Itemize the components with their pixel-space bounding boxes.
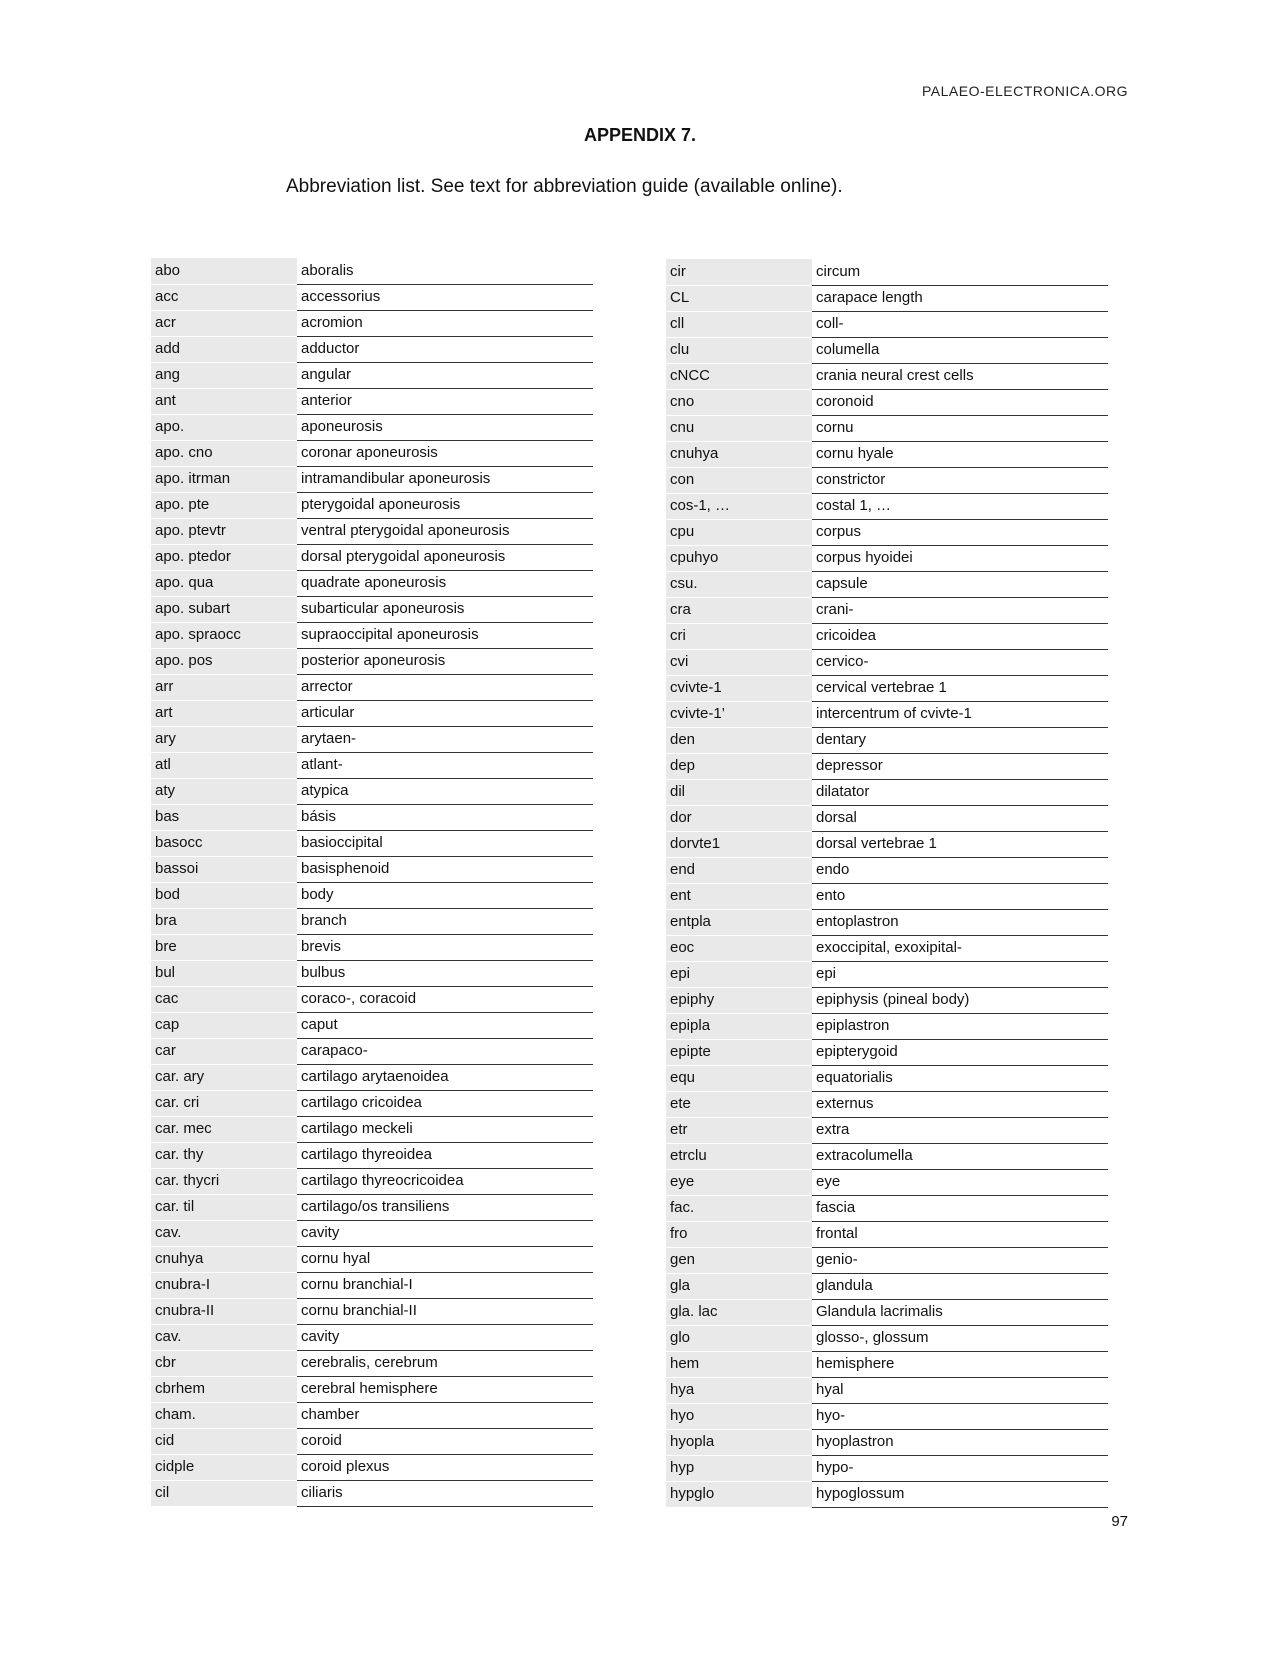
abbreviation-row [666, 1377, 1108, 1403]
abbreviation-row [666, 1247, 1108, 1273]
definition-cell: genio- [812, 1247, 1108, 1273]
abbreviation-row [151, 882, 593, 908]
definition-cell: hyoplastron [812, 1429, 1108, 1455]
abbreviation-cell: cir [666, 259, 812, 285]
definition-cell: cartilago/os transiliens [297, 1194, 593, 1220]
definition-cell: anterior [297, 388, 593, 414]
abbreviation-row [151, 492, 593, 518]
definition-cell: articular [297, 700, 593, 726]
abbreviation-cell: cav. [151, 1324, 297, 1350]
abbreviation-cell: ant [151, 388, 297, 414]
definition-cell: cricoidea [812, 623, 1108, 649]
definition-cell: coronar aponeurosis [297, 440, 593, 466]
abbreviation-cell: hyo [666, 1403, 812, 1429]
abbreviation-row [151, 1376, 593, 1402]
abbreviation-row [151, 336, 593, 362]
definition-cell: depressor [812, 753, 1108, 779]
definition-cell: carapace length [812, 285, 1108, 311]
abbreviation-cell: basocc [151, 830, 297, 856]
abbreviation-cell: hypglo [666, 1481, 812, 1507]
abbreviation-row [666, 519, 1108, 545]
definition-cell: cervico- [812, 649, 1108, 675]
abbreviation-cell: cbrhem [151, 1376, 297, 1402]
abbreviation-table-left-body [151, 258, 593, 1506]
abbreviation-row [151, 1350, 593, 1376]
abbreviation-table-right-body [666, 259, 1108, 1507]
definition-cell: equatorialis [812, 1065, 1108, 1091]
definition-cell: externus [812, 1091, 1108, 1117]
abbreviation-row [151, 1272, 593, 1298]
abbreviation-cell: dorvte1 [666, 831, 812, 857]
abbreviation-cell: apo. pte [151, 492, 297, 518]
definition-cell: cornu [812, 415, 1108, 441]
abbreviation-row [666, 753, 1108, 779]
abbreviation-cell: gla. lac [666, 1299, 812, 1325]
definition-cell: columella [812, 337, 1108, 363]
definition-cell: cartilago cricoidea [297, 1090, 593, 1116]
definition-cell: coraco-, coracoid [297, 986, 593, 1012]
definition-cell: hyo- [812, 1403, 1108, 1429]
abbreviation-row [666, 961, 1108, 987]
abbreviation-cell: etr [666, 1117, 812, 1143]
abbreviation-row [666, 779, 1108, 805]
journal-header: PALAEO-ELECTRONICA.ORG [921, 83, 1128, 99]
abbreviation-row [151, 388, 593, 414]
abbreviation-row [151, 1428, 593, 1454]
abbreviation-row [666, 857, 1108, 883]
abbreviation-row [151, 1116, 593, 1142]
abbreviation-row [666, 935, 1108, 961]
definition-cell: exoccipital, exoxipital- [812, 935, 1108, 961]
abbreviation-cell: bassoi [151, 856, 297, 882]
definition-cell: dentary [812, 727, 1108, 753]
abbreviation-row [151, 258, 593, 284]
abbreviation-row [151, 1168, 593, 1194]
definition-cell: body [297, 882, 593, 908]
definition-cell: epiphysis (pineal body) [812, 987, 1108, 1013]
definition-cell: hypoglossum [812, 1481, 1108, 1507]
definition-cell: carapaco- [297, 1038, 593, 1064]
abbreviation-cell: cnubra-I [151, 1272, 297, 1298]
abbreviation-cell: cac [151, 986, 297, 1012]
definition-cell: accessorius [297, 284, 593, 310]
abbreviation-table-left [151, 258, 593, 1507]
abbreviation-cell: cvivte-1’ [666, 701, 812, 727]
abbreviation-row [151, 362, 593, 388]
abbreviation-cell: epipla [666, 1013, 812, 1039]
abbreviation-row [151, 1246, 593, 1272]
definition-cell: intramandibular aponeurosis [297, 466, 593, 492]
abbreviation-table-right [666, 259, 1108, 1508]
definition-cell: corpus [812, 519, 1108, 545]
abbreviation-cell: cham. [151, 1402, 297, 1428]
abbreviation-row [666, 259, 1108, 285]
abbreviation-cell: cpuhyo [666, 545, 812, 571]
abbreviation-cell: bre [151, 934, 297, 960]
abbreviation-cell: cidple [151, 1454, 297, 1480]
abbreviation-row [666, 701, 1108, 727]
definition-cell: dorsal [812, 805, 1108, 831]
abbreviation-cell: glo [666, 1325, 812, 1351]
definition-cell: intercentrum of cvivte-1 [812, 701, 1108, 727]
abbreviation-cell: hya [666, 1377, 812, 1403]
abbreviation-row [151, 1142, 593, 1168]
abbreviation-cell: fac. [666, 1195, 812, 1221]
abbreviation-row [151, 752, 593, 778]
abbreviation-cell: equ [666, 1065, 812, 1091]
abbreviation-row [666, 1273, 1108, 1299]
abbreviation-row [151, 908, 593, 934]
abbreviation-cell: art [151, 700, 297, 726]
abbreviation-cell: car. mec [151, 1116, 297, 1142]
abbreviation-cell: eoc [666, 935, 812, 961]
abbreviation-cell: car [151, 1038, 297, 1064]
abbreviation-row [151, 700, 593, 726]
definition-cell: subarticular aponeurosis [297, 596, 593, 622]
abbreviation-row [151, 648, 593, 674]
definition-cell: basioccipital [297, 830, 593, 856]
definition-cell: corpus hyoidei [812, 545, 1108, 571]
definition-cell: circum [812, 259, 1108, 285]
abbreviation-cell: cvi [666, 649, 812, 675]
abbreviation-row [151, 1012, 593, 1038]
definition-cell: supraoccipital aponeurosis [297, 622, 593, 648]
abbreviation-row [666, 1143, 1108, 1169]
abbreviation-row [666, 597, 1108, 623]
abbreviation-row [666, 883, 1108, 909]
definition-cell: adductor [297, 336, 593, 362]
abbreviation-cell: end [666, 857, 812, 883]
definition-cell: basisphenoid [297, 856, 593, 882]
abbreviation-row [151, 284, 593, 310]
abbreviation-row [666, 467, 1108, 493]
abbreviation-cell: apo. ptevtr [151, 518, 297, 544]
abbreviation-cell: car. thycri [151, 1168, 297, 1194]
definition-cell: cornu branchial-II [297, 1298, 593, 1324]
abbreviation-cell: bul [151, 960, 297, 986]
abbreviation-cell: ang [151, 362, 297, 388]
definition-cell: cartilago thyreocricoidea [297, 1168, 593, 1194]
abbreviation-cell: aty [151, 778, 297, 804]
definition-cell: angular [297, 362, 593, 388]
definition-cell: dorsal pterygoidal aponeurosis [297, 544, 593, 570]
abbreviation-cell: ete [666, 1091, 812, 1117]
abbreviation-row [666, 1429, 1108, 1455]
definition-cell: cartilago meckeli [297, 1116, 593, 1142]
definition-cell: entoplastron [812, 909, 1108, 935]
abbreviation-row [666, 1299, 1108, 1325]
abbreviation-cell: den [666, 727, 812, 753]
abbreviation-row [666, 1351, 1108, 1377]
abbreviation-row [151, 674, 593, 700]
abbreviation-cell: add [151, 336, 297, 362]
abbreviation-row [666, 285, 1108, 311]
abbreviation-row [151, 1324, 593, 1350]
definition-cell: capsule [812, 571, 1108, 597]
abbreviation-cell: arr [151, 674, 297, 700]
abbreviation-cell: cri [666, 623, 812, 649]
abbreviation-cell: car. cri [151, 1090, 297, 1116]
abbreviation-cell: cav. [151, 1220, 297, 1246]
abbreviation-row [151, 856, 593, 882]
definition-cell: cerebral hemisphere [297, 1376, 593, 1402]
abbreviation-cell: bra [151, 908, 297, 934]
abbreviation-row [666, 1013, 1108, 1039]
abbreviation-cell: clu [666, 337, 812, 363]
abbreviation-cell: cpu [666, 519, 812, 545]
definition-cell: acromion [297, 310, 593, 336]
abbreviation-cell: apo. ptedor [151, 544, 297, 570]
definition-cell: coroid plexus [297, 1454, 593, 1480]
abbreviation-row [151, 414, 593, 440]
definition-cell: cornu hyale [812, 441, 1108, 467]
definition-cell: constrictor [812, 467, 1108, 493]
abbreviation-cell: CL [666, 285, 812, 311]
definition-cell: epiplastron [812, 1013, 1108, 1039]
definition-cell: hypo- [812, 1455, 1108, 1481]
abbreviation-cell: acc [151, 284, 297, 310]
definition-cell: básis [297, 804, 593, 830]
definition-cell: eye [812, 1169, 1108, 1195]
definition-cell: chamber [297, 1402, 593, 1428]
definition-cell: extra [812, 1117, 1108, 1143]
abbreviation-cell: cll [666, 311, 812, 337]
abbreviation-row [666, 623, 1108, 649]
abbreviation-row [666, 389, 1108, 415]
abbreviation-row [666, 987, 1108, 1013]
abbreviation-cell: dep [666, 753, 812, 779]
definition-cell: atlant- [297, 752, 593, 778]
abbreviation-row [666, 675, 1108, 701]
abbreviation-cell: apo. itrman [151, 466, 297, 492]
abbreviation-cell: cno [666, 389, 812, 415]
abbreviation-row [151, 934, 593, 960]
abbreviation-row [151, 1220, 593, 1246]
abbreviation-row [151, 1480, 593, 1506]
abbreviation-row [151, 544, 593, 570]
abbreviation-row [666, 545, 1108, 571]
definition-cell: ento [812, 883, 1108, 909]
abbreviation-row [666, 805, 1108, 831]
definition-cell: hyal [812, 1377, 1108, 1403]
abbreviation-cell: cNCC [666, 363, 812, 389]
abbreviation-cell: car. ary [151, 1064, 297, 1090]
abbreviation-row [666, 1325, 1108, 1351]
definition-cell: pterygoidal aponeurosis [297, 492, 593, 518]
abbreviation-row [666, 311, 1108, 337]
definition-cell: coronoid [812, 389, 1108, 415]
abbreviation-cell: cos-1, … [666, 493, 812, 519]
abbreviation-row [151, 1454, 593, 1480]
abbreviation-cell: hem [666, 1351, 812, 1377]
abbreviation-cell: hyopla [666, 1429, 812, 1455]
abbreviation-row [151, 804, 593, 830]
definition-cell: branch [297, 908, 593, 934]
definition-cell: aboralis [297, 258, 593, 284]
definition-cell: Glandula lacrimalis [812, 1299, 1108, 1325]
definition-cell: ventral pterygoidal aponeurosis [297, 518, 593, 544]
definition-cell: dorsal vertebrae 1 [812, 831, 1108, 857]
definition-cell: epipterygoid [812, 1039, 1108, 1065]
definition-cell: crania neural crest cells [812, 363, 1108, 389]
abbreviation-cell: gen [666, 1247, 812, 1273]
abbreviation-row [666, 571, 1108, 597]
appendix-subtitle: Abbreviation list. See text for abbreviation guide (available online). [286, 176, 843, 197]
definition-cell: cornu branchial-I [297, 1272, 593, 1298]
abbreviation-cell: dil [666, 779, 812, 805]
definition-cell: cervical vertebrae 1 [812, 675, 1108, 701]
abbreviation-row [151, 1038, 593, 1064]
abbreviation-row [666, 1039, 1108, 1065]
abbreviation-row [666, 1221, 1108, 1247]
definition-cell: dilatator [812, 779, 1108, 805]
definition-cell: cartilago thyreoidea [297, 1142, 593, 1168]
abbreviation-cell: cnuhya [666, 441, 812, 467]
abbreviation-row [151, 570, 593, 596]
definition-cell: bulbus [297, 960, 593, 986]
abbreviation-row [666, 363, 1108, 389]
abbreviation-row [666, 1065, 1108, 1091]
abbreviation-cell: dor [666, 805, 812, 831]
appendix-title: APPENDIX 7. [583, 125, 697, 145]
abbreviation-cell: cbr [151, 1350, 297, 1376]
abbreviation-row [666, 1403, 1108, 1429]
abbreviation-cell: atl [151, 752, 297, 778]
abbreviation-row [666, 493, 1108, 519]
abbreviation-cell: con [666, 467, 812, 493]
abbreviation-cell: apo. pos [151, 648, 297, 674]
abbreviation-row [151, 440, 593, 466]
definition-cell: cerebralis, cerebrum [297, 1350, 593, 1376]
abbreviation-row [151, 310, 593, 336]
abbreviation-row [151, 830, 593, 856]
definition-cell: coroid [297, 1428, 593, 1454]
abbreviation-row [151, 778, 593, 804]
definition-cell: aponeurosis [297, 414, 593, 440]
abbreviation-row [151, 1402, 593, 1428]
definition-cell: epi [812, 961, 1108, 987]
definition-cell: brevis [297, 934, 593, 960]
abbreviation-row [666, 831, 1108, 857]
abbreviation-cell: gla [666, 1273, 812, 1299]
definition-cell: posterior aponeurosis [297, 648, 593, 674]
abbreviation-cell: cnubra-II [151, 1298, 297, 1324]
definition-cell: glandula [812, 1273, 1108, 1299]
definition-cell: glosso-, glossum [812, 1325, 1108, 1351]
definition-cell: coll- [812, 311, 1108, 337]
page-number: 97 [1111, 1513, 1128, 1530]
abbreviation-cell: ary [151, 726, 297, 752]
definition-cell: extracolumella [812, 1143, 1108, 1169]
definition-cell: arytaen- [297, 726, 593, 752]
abbreviation-cell: epi [666, 961, 812, 987]
abbreviation-cell: apo. spraocc [151, 622, 297, 648]
abbreviation-cell: apo. cno [151, 440, 297, 466]
abbreviation-row [666, 727, 1108, 753]
abbreviation-cell: apo. subart [151, 596, 297, 622]
abbreviation-cell: cra [666, 597, 812, 623]
definition-cell: cavity [297, 1324, 593, 1350]
abbreviation-cell: cil [151, 1480, 297, 1506]
abbreviation-cell: eye [666, 1169, 812, 1195]
abbreviation-cell: cid [151, 1428, 297, 1454]
abbreviation-cell: epiphy [666, 987, 812, 1013]
definition-cell: cornu hyal [297, 1246, 593, 1272]
abbreviation-row [666, 1169, 1108, 1195]
abbreviation-row [666, 1481, 1108, 1507]
definition-cell: crani- [812, 597, 1108, 623]
abbreviation-cell: entpla [666, 909, 812, 935]
abbreviation-cell: apo. qua [151, 570, 297, 596]
abbreviation-cell: hyp [666, 1455, 812, 1481]
abbreviation-row [666, 441, 1108, 467]
definition-cell: endo [812, 857, 1108, 883]
abbreviation-cell: bas [151, 804, 297, 830]
abbreviation-row [666, 415, 1108, 441]
abbreviation-row [151, 726, 593, 752]
abbreviation-row [151, 1064, 593, 1090]
abbreviation-cell: ent [666, 883, 812, 909]
definition-cell: caput [297, 1012, 593, 1038]
abbreviation-cell: apo. [151, 414, 297, 440]
definition-cell: ciliaris [297, 1480, 593, 1506]
abbreviation-cell: abo [151, 258, 297, 284]
abbreviation-row [151, 1298, 593, 1324]
abbreviation-row [666, 649, 1108, 675]
abbreviation-row [151, 1090, 593, 1116]
abbreviation-cell: car. til [151, 1194, 297, 1220]
definition-cell: cavity [297, 1220, 593, 1246]
definition-cell: costal 1, … [812, 493, 1108, 519]
abbreviation-cell: cnu [666, 415, 812, 441]
abbreviation-row [666, 337, 1108, 363]
definition-cell: cartilago arytaenoidea [297, 1064, 593, 1090]
abbreviation-cell: fro [666, 1221, 812, 1247]
definition-cell: hemisphere [812, 1351, 1108, 1377]
definition-cell: atypica [297, 778, 593, 804]
definition-cell: quadrate aponeurosis [297, 570, 593, 596]
abbreviation-cell: cnuhya [151, 1246, 297, 1272]
abbreviation-row [666, 1455, 1108, 1481]
abbreviation-cell: acr [151, 310, 297, 336]
abbreviation-row [151, 466, 593, 492]
abbreviation-row [151, 986, 593, 1012]
abbreviation-cell: csu. [666, 571, 812, 597]
abbreviation-cell: cvivte-1 [666, 675, 812, 701]
abbreviation-row [151, 622, 593, 648]
abbreviation-row [151, 596, 593, 622]
abbreviation-row [151, 1194, 593, 1220]
abbreviation-row [666, 909, 1108, 935]
abbreviation-row [151, 960, 593, 986]
abbreviation-row [666, 1117, 1108, 1143]
definition-cell: fascia [812, 1195, 1108, 1221]
abbreviation-row [666, 1091, 1108, 1117]
definition-cell: arrector [297, 674, 593, 700]
abbreviation-cell: car. thy [151, 1142, 297, 1168]
abbreviation-cell: etrclu [666, 1143, 812, 1169]
abbreviation-row [151, 518, 593, 544]
abbreviation-row [666, 1195, 1108, 1221]
abbreviation-cell: bod [151, 882, 297, 908]
definition-cell: frontal [812, 1221, 1108, 1247]
abbreviation-cell: cap [151, 1012, 297, 1038]
abbreviation-cell: epipte [666, 1039, 812, 1065]
